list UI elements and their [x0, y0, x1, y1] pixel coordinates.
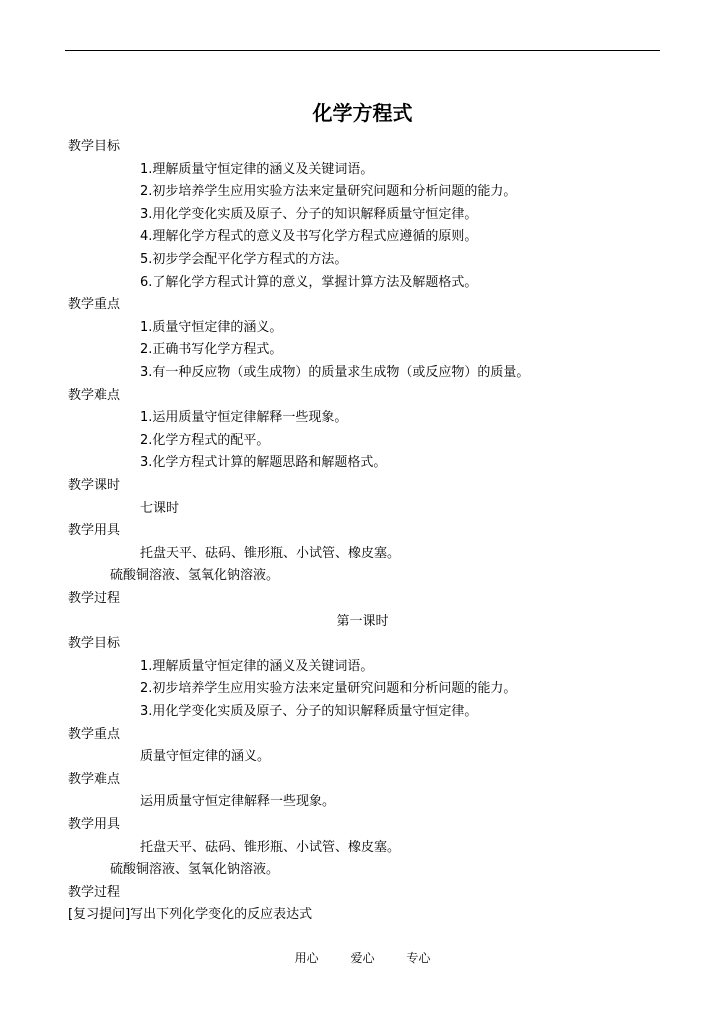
section-heading: 教学用具: [68, 523, 121, 539]
page-footer: [0, 948, 725, 968]
section-heading: 教学过程: [68, 591, 121, 606]
section-heading: 教学用具: [68, 817, 121, 832]
body-line: 质量守恒定律的涵义。: [140, 749, 271, 765]
section-heading: [复习提问]写出下列化学变化的反应表达式: [68, 907, 313, 923]
body-line: 6.了解化学方程式计算的意义，掌握计算方法及解题格式。: [140, 274, 478, 290]
footer-word: 用心: [294, 951, 319, 965]
lesson-heading: 第一课时: [336, 613, 389, 629]
body-line: 3.用化学变化实质及原子、分子的知识解释质量守恒定律。: [140, 704, 478, 719]
section-heading: 教学难点: [68, 387, 121, 403]
body-line: 3.化学方程式计算的解题思路和解题格式。: [140, 455, 387, 471]
footer-word: 专心: [406, 951, 431, 965]
body-line: 托盘天平、砝码、锥形瓶、小试管、橡皮塞。: [140, 545, 401, 561]
body-line: 2.初步培养学生应用实验方法来定量研究问题和分析问题的能力。: [140, 681, 517, 697]
body-line: 七课时: [140, 500, 180, 516]
header-rule: [65, 50, 660, 51]
body-line: 2.正确书写化学方程式。: [140, 342, 283, 358]
body-line: 1.理解质量守恒定律的涵义及关键词语。: [140, 658, 374, 674]
section-heading: 教学课时: [68, 478, 121, 493]
section-heading: 教学重点: [68, 726, 121, 742]
body-line: 硫酸铜溶液、氢氧化钠溶液。: [110, 862, 280, 878]
body-line: 1.理解质量守恒定律的涵义及关键词语。: [140, 161, 374, 177]
footer-word: 爱心: [350, 951, 375, 965]
body-line: 2.化学方程式的配平。: [140, 432, 270, 448]
body-line: 3.用化学变化实质及原子、分子的知识解释质量守恒定律。: [140, 206, 478, 222]
section-heading: 教学过程: [68, 884, 121, 900]
section-heading: 教学难点: [68, 771, 121, 787]
body-line: 托盘天平、砝码、锥形瓶、小试管、橡皮塞。: [140, 839, 401, 855]
section-heading: 教学重点: [68, 297, 121, 313]
section-heading: 教学目标: [68, 636, 121, 652]
section-heading: 教学目标: [68, 139, 121, 154]
body-line: 5.初步学会配平化学方程式的方法。: [140, 252, 348, 267]
body-line: 硫酸铜溶液、氢氧化钠溶液。: [110, 568, 280, 584]
body-line: 3.有一种反应物（或生成物）的质量求生成物（或反应物）的质量。: [140, 365, 530, 380]
body-line: 运用质量守恒定律解释一些现象。: [140, 794, 336, 810]
body-line: 4.理解化学方程式的意义及书写化学方程式应遵循的原则。: [140, 229, 478, 245]
body-line: 1.运用质量守恒定律解释一些现象。: [140, 410, 348, 426]
body-line: 1.质量守恒定律的涵义。: [140, 319, 283, 335]
document-title: 化学方程式: [312, 101, 413, 125]
body-line: 2.初步培养学生应用实验方法来定量研究问题和分析问题的能力。: [140, 184, 517, 200]
